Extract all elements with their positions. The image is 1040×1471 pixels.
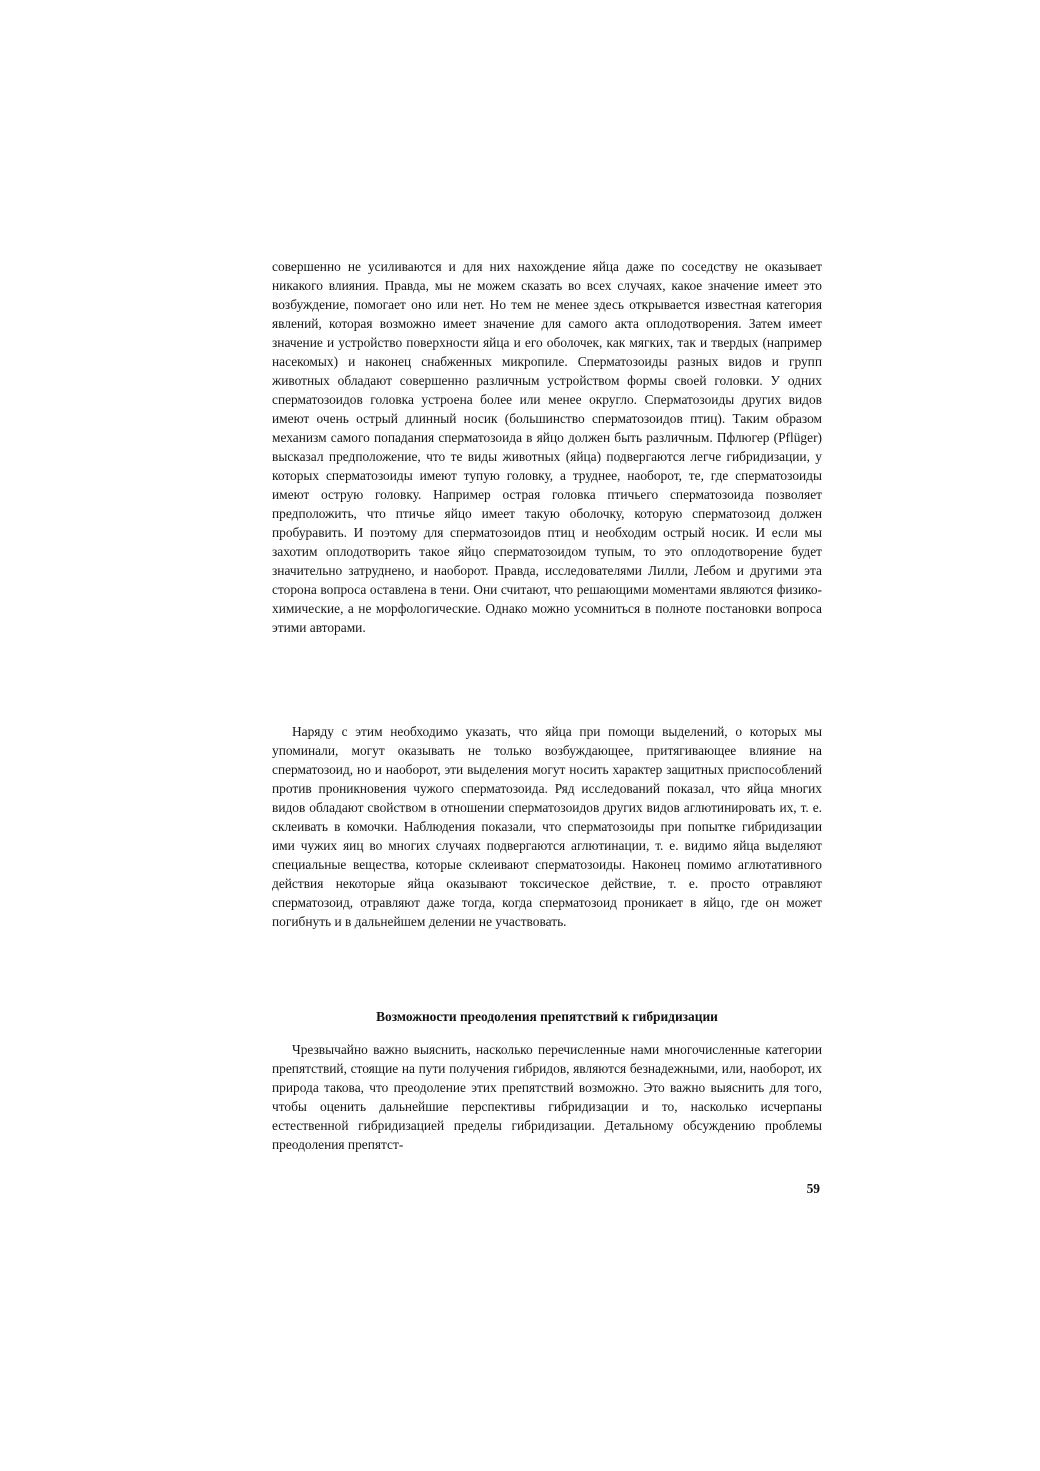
paragraph-2-text: Наряду с этим необходимо указать, что яйца при помощи выделений, о которых мы упоминали, могут оказывать не только возбуждающее, притягивающее влияние на сперматозоид, но и наоборот, эти выделения могут носить характер защитных приспособлений против проникновения чужого сперматозоида. Ряд исследований показал, что яйца многих видов обладают свойством в отношении сперматозоидов других видов аглютинировать их, т. е. склеивать в комочки. Наблюдения показали, что сперматозоиды при попытке гибридизации ими чужих яиц во многих случаях подвергаются аглютинации, т. е. видимо яйца выделяют специальные вещества, которые склеивают сперматозоиды. Наконец помимо аглютативного действия некоторые яйца оказывают токсическое действие, т. е. просто отравляют сперматозоид, отравляют даже тогда, когда сперматозоид проникает в яйцо, где он может погибнуть и в дальнейшем делении не участвовать. — [272, 724, 822, 929]
page-number: 59 — [806, 1181, 820, 1196]
paragraph-2 — [272, 722, 822, 931]
paragraph-1 — [272, 257, 822, 637]
paragraph-3-text: Чрезвычайно важно выяснить, насколько перечисленные нами многочисленные категории препятствий, стоящие на пути получения гибридов, являются безнадежными, или, наоборот, их природа такова, что преодоление этих препятствий возможно. Это важно выяснить для того, чтобы оценить дальнейшие перспективы гибридизации и то, насколько исчерпаны естественной гибридизацией пределы гибридизации. Детальному обсуждению проблемы преодоления препятст- — [272, 1042, 822, 1152]
section-heading: Возможности преодоления препятствий к гибридизации — [376, 1009, 718, 1024]
paragraph-3 — [272, 1040, 822, 1154]
paragraph-1-text: совершенно не усиливаются и для них нахождение яйца даже по соседству не оказывает никакого влияния. Правда, мы не можем сказать во всех случаях, какое значение имеет это возбуждение, помогает оно или нет. Но тем не менее здесь открывается известная категория явлений, которая возможно имеет значение для самого акта оплодотворения. Затем имеет значение и устройство поверхности яйца и его оболочек, как мягких, так и твердых (например насекомых) и наконец снабженных микропиле. Сперматозоиды разных видов и групп животных обладают совершенно различным устройством формы своей головки. У одних сперматозоидов головка устроена более или менее округло. Сперматозоиды других видов имеют очень острый длинный носик (большинство сперматозоидов птиц). Таким образом механизм самого попадания сперматозоида в яйцо должен быть различным. Пфлюгер (Pflüger) высказал предположение, что те виды животных (яйца) подвергаются легче гибридизации, у которых сперматозоиды имеют тупую головку, а труднее, наоборот, те, где сперматозоиды имеют острую головку. Например острая головка птичьего сперматозоида позволяет предположить, что птичье яйцо имеет такую оболочку, которую сперматозоид должен пробуравить. И поэтому для сперматозоидов птиц и необходим острый носик. И если мы захотим оплодотворить такое яйцо сперматозоидом тупым, то это оплодотворение будет значительно затруднено, и наоборот. Правда, исследователями Лилли, Лебом и другими эта сторона вопроса оставлена в тени. Они считают, что решающими моментами являются физико-химические, а не морфологические. Однако можно усомниться в полноте постановки вопроса этими авторами. — [272, 259, 822, 635]
